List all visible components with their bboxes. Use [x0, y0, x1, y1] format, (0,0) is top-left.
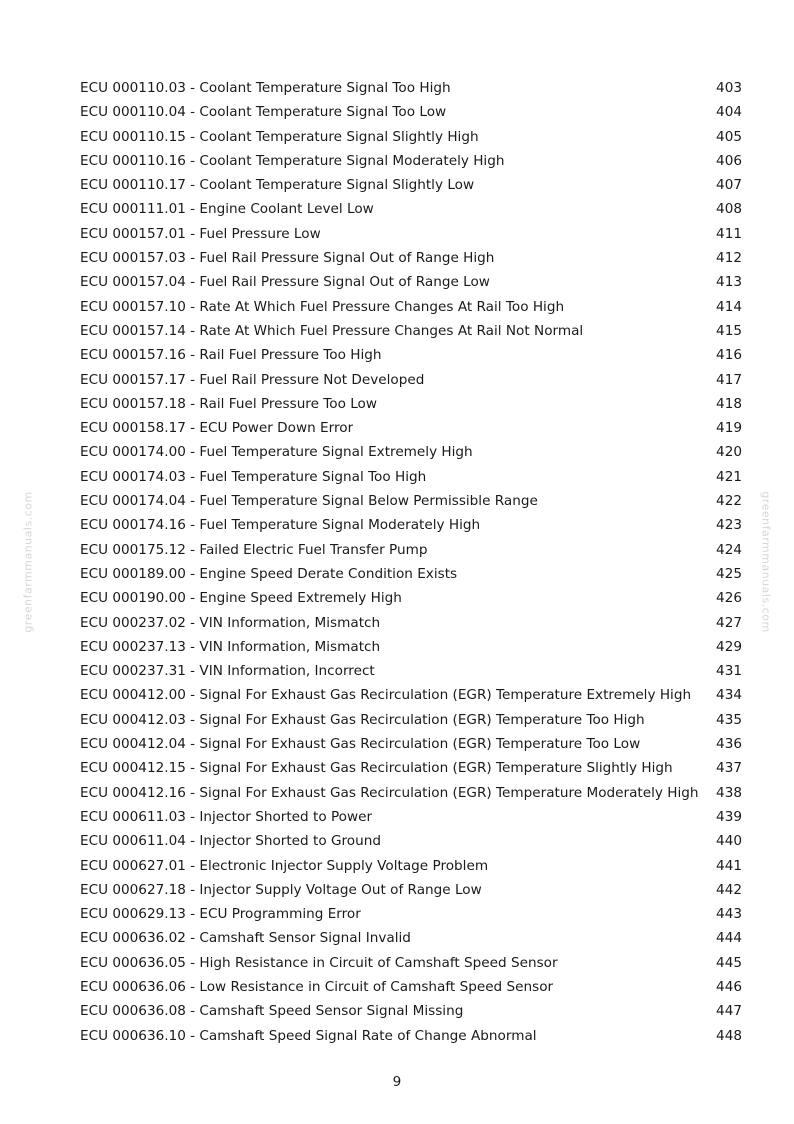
toc-entry-title[interactable]: ECU 000157.18 - Rail Fuel Pressure Too Low	[80, 395, 377, 412]
toc-entry-page[interactable]: 416	[716, 347, 742, 364]
toc-entry-page[interactable]: 444	[716, 930, 742, 947]
toc-entry-title[interactable]: ECU 000110.17 - Coolant Temperature Signal Slightly Low	[80, 177, 475, 194]
toc-entry-title[interactable]: ECU 000412.00 - Signal For Exhaust Gas Recirculation (EGR) Temperature Extremely High	[80, 687, 692, 704]
toc-entry-title[interactable]: ECU 000412.16 - Signal For Exhaust Gas Recirculation (EGR) Temperature Moderately High	[80, 784, 699, 801]
toc-entry-page[interactable]: 426	[716, 590, 742, 607]
toc-entry-title[interactable]: ECU 000190.00 - Engine Speed Extremely High	[80, 590, 402, 607]
toc-entry-title[interactable]: ECU 000157.03 - Fuel Rail Pressure Signal Out of Range High	[80, 250, 495, 267]
toc-entry-page[interactable]: 404	[716, 104, 742, 121]
toc-entry-page[interactable]: 425	[716, 565, 742, 582]
toc-entry[interactable]	[80, 951, 742, 975]
table-of-contents	[80, 76, 742, 1048]
toc-entry-title[interactable]: ECU 000611.03 - Injector Shorted to Power	[80, 808, 373, 825]
toc-entry-title[interactable]: ECU 000627.18 - Injector Supply Voltage Out of Range Low	[80, 881, 482, 898]
toc-entry[interactable]	[80, 489, 742, 513]
toc-entry-title[interactable]: ECU 000158.17 - ECU Power Down Error	[80, 420, 354, 437]
toc-entry-page[interactable]: 447	[716, 1003, 742, 1020]
toc-entry-title[interactable]: ECU 000110.04 - Coolant Temperature Signal Too Low	[80, 104, 447, 121]
toc-entry[interactable]	[80, 246, 742, 270]
toc-entry-title[interactable]: ECU 000110.16 - Coolant Temperature Signal Moderately High	[80, 152, 505, 169]
toc-entry-page[interactable]: 423	[716, 517, 742, 534]
toc-entry-page[interactable]: 446	[716, 978, 742, 995]
toc-entry-page[interactable]: 417	[716, 371, 742, 388]
toc-entry[interactable]	[80, 125, 742, 149]
toc-entry-title[interactable]: ECU 000189.00 - Engine Speed Derate Condition Exists	[80, 565, 458, 582]
toc-entry-page[interactable]: 442	[716, 881, 742, 898]
toc-entry[interactable]	[80, 781, 742, 805]
toc-entry-title[interactable]: ECU 000174.04 - Fuel Temperature Signal Below Permissible Range	[80, 493, 538, 510]
toc-entry[interactable]	[80, 538, 742, 562]
toc-entry-title[interactable]: ECU 000174.00 - Fuel Temperature Signal Extremely High	[80, 444, 473, 461]
toc-entry[interactable]	[80, 635, 742, 659]
toc-entry-page[interactable]: 427	[716, 614, 742, 631]
toc-entry-title[interactable]: ECU 000157.04 - Fuel Rail Pressure Signal Out of Range Low	[80, 274, 490, 291]
toc-entry-page[interactable]: 420	[716, 444, 742, 461]
toc-entry-title[interactable]: ECU 000110.15 - Coolant Temperature Signal Slightly High	[80, 128, 479, 145]
toc-entry-page[interactable]: 436	[716, 736, 742, 753]
toc-entry-page[interactable]: 448	[716, 1027, 742, 1044]
toc-entry-title[interactable]: ECU 000237.13 - VIN Information, Mismatch	[80, 638, 381, 655]
toc-entry[interactable]	[80, 197, 742, 221]
toc-entry[interactable]	[80, 222, 742, 246]
toc-entry[interactable]	[80, 659, 742, 683]
toc-entry-title[interactable]: ECU 000611.04 - Injector Shorted to Ground	[80, 833, 381, 850]
toc-entry[interactable]	[80, 756, 742, 780]
toc-entry-page[interactable]: 429	[716, 638, 742, 655]
toc-entry-page[interactable]: 431	[716, 663, 742, 680]
toc-entry[interactable]	[80, 708, 742, 732]
toc-entry-page[interactable]: 407	[716, 177, 742, 194]
toc-entry-title[interactable]: ECU 000174.16 - Fuel Temperature Signal Moderately High	[80, 517, 481, 534]
toc-entry-title[interactable]: ECU 000174.03 - Fuel Temperature Signal Too High	[80, 468, 427, 485]
toc-entry-page[interactable]: 419	[716, 420, 742, 437]
toc-entry-title[interactable]: ECU 000412.03 - Signal For Exhaust Gas Recirculation (EGR) Temperature Too High	[80, 711, 645, 728]
toc-entry[interactable]	[80, 732, 742, 756]
toc-entry-page[interactable]: 439	[716, 808, 742, 825]
toc-entry[interactable]	[80, 683, 742, 707]
toc-entry-page[interactable]: 413	[716, 274, 742, 291]
toc-entry[interactable]	[80, 465, 742, 489]
toc-entry-page[interactable]: 405	[716, 128, 742, 145]
toc-entry-title[interactable]: ECU 000157.01 - Fuel Pressure Low	[80, 225, 321, 242]
toc-entry[interactable]	[80, 295, 742, 319]
toc-entry-title[interactable]: ECU 000627.01 - Electronic Injector Supply Voltage Problem	[80, 857, 489, 874]
toc-entry-title[interactable]: ECU 000412.15 - Signal For Exhaust Gas Recirculation (EGR) Temperature Slightly High	[80, 760, 673, 777]
toc-entry[interactable]	[80, 513, 742, 537]
toc-entry[interactable]	[80, 926, 742, 950]
toc-entry[interactable]	[80, 611, 742, 635]
toc-entry-page[interactable]: 412	[716, 250, 742, 267]
toc-entry-page[interactable]: 408	[716, 201, 742, 218]
toc-entry-page[interactable]: 440	[716, 833, 742, 850]
toc-entry-page[interactable]: 411	[716, 225, 742, 242]
toc-entry-title[interactable]: ECU 000175.12 - Failed Electric Fuel Transfer Pump	[80, 541, 428, 558]
toc-entry-page[interactable]: 421	[716, 468, 742, 485]
toc-entry[interactable]	[80, 975, 742, 999]
toc-entry-page[interactable]: 437	[716, 760, 742, 777]
toc-entry-page[interactable]: 424	[716, 541, 742, 558]
toc-entry[interactable]	[80, 902, 742, 926]
toc-entry-page[interactable]: 445	[716, 954, 742, 971]
toc-entry-page[interactable]: 441	[716, 857, 742, 874]
toc-entry-page[interactable]: 422	[716, 493, 742, 510]
watermark-right: greenfarmmanuals.com	[759, 491, 773, 633]
toc-entry[interactable]	[80, 562, 742, 586]
toc-entry[interactable]	[80, 100, 742, 124]
toc-entry[interactable]	[80, 270, 742, 294]
toc-entry-title[interactable]: ECU 000157.14 - Rate At Which Fuel Pressure Changes At Rail Not Normal	[80, 322, 584, 339]
watermark-left: greenfarmmanuals.com	[21, 491, 35, 633]
toc-entry[interactable]	[80, 999, 742, 1023]
toc-entry-title[interactable]: ECU 000237.31 - VIN Information, Incorrect	[80, 663, 375, 680]
toc-entry[interactable]	[80, 854, 742, 878]
toc-entry-title[interactable]: ECU 000636.10 - Camshaft Speed Signal Rate of Change Abnormal	[80, 1027, 537, 1044]
toc-entry[interactable]	[80, 805, 742, 829]
toc-entry-page[interactable]: 414	[716, 298, 742, 315]
toc-entry[interactable]	[80, 440, 742, 464]
toc-entry[interactable]	[80, 319, 742, 343]
toc-entry-page[interactable]: 435	[716, 711, 742, 728]
toc-entry-title[interactable]: ECU 000237.02 - VIN Information, Mismatch	[80, 614, 381, 631]
toc-entry-page[interactable]: 443	[716, 906, 742, 923]
toc-entry-title[interactable]: ECU 000636.06 - Low Resistance in Circuit of Camshaft Speed Sensor	[80, 978, 554, 995]
toc-entry[interactable]	[80, 1024, 742, 1048]
toc-entry-page[interactable]: 434	[716, 687, 742, 704]
toc-entry-title[interactable]: ECU 000111.01 - Engine Coolant Level Low	[80, 201, 374, 218]
toc-entry-page[interactable]: 406	[716, 152, 742, 169]
toc-entry[interactable]	[80, 829, 742, 853]
toc-entry-page[interactable]: 418	[716, 395, 742, 412]
toc-entry[interactable]	[80, 343, 742, 367]
toc-entry-title[interactable]: ECU 000412.04 - Signal For Exhaust Gas Recirculation (EGR) Temperature Too Low	[80, 736, 641, 753]
toc-entry[interactable]	[80, 76, 742, 100]
toc-entry[interactable]	[80, 392, 742, 416]
toc-entry-title[interactable]: ECU 000157.16 - Rail Fuel Pressure Too High	[80, 347, 382, 364]
toc-entry[interactable]	[80, 149, 742, 173]
toc-entry-title[interactable]: ECU 000636.02 - Camshaft Sensor Signal Invalid	[80, 930, 411, 947]
toc-entry[interactable]	[80, 173, 742, 197]
toc-entry-title[interactable]: ECU 000157.17 - Fuel Rail Pressure Not Developed	[80, 371, 425, 388]
toc-entry-title[interactable]: ECU 000636.05 - High Resistance in Circuit of Camshaft Speed Sensor	[80, 954, 558, 971]
toc-entry-page[interactable]: 415	[716, 322, 742, 339]
toc-entry-page[interactable]: 403	[716, 80, 742, 96]
page-number: 9	[392, 1074, 402, 1090]
toc-entry[interactable]	[80, 416, 742, 440]
toc-entry[interactable]	[80, 586, 742, 610]
toc-entry-page[interactable]: 438	[716, 784, 742, 801]
toc-entry-title[interactable]: ECU 000110.03 - Coolant Temperature Signal Too High	[80, 80, 451, 96]
toc-entry-title[interactable]: ECU 000629.13 - ECU Programming Error	[80, 906, 361, 923]
toc-entry-title[interactable]: ECU 000157.10 - Rate At Which Fuel Pressure Changes At Rail Too High	[80, 298, 565, 315]
toc-entry[interactable]	[80, 878, 742, 902]
toc-entry-title[interactable]: ECU 000636.08 - Camshaft Speed Sensor Signal Missing	[80, 1003, 464, 1020]
toc-entry[interactable]	[80, 368, 742, 392]
